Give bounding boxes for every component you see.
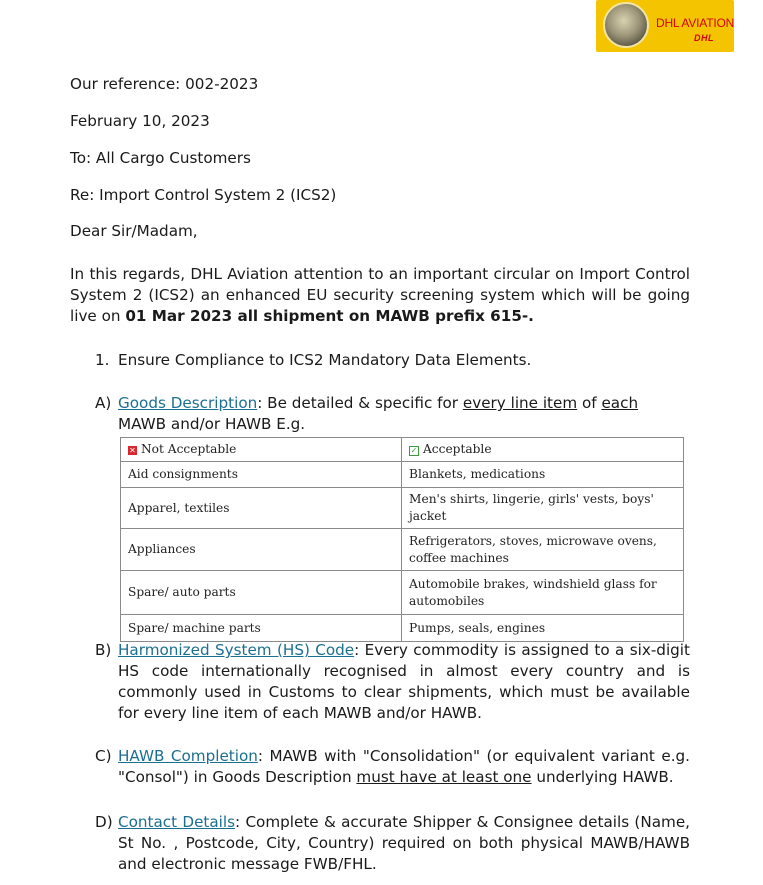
item-text: : Complete & accurate Shipper & Consignee details (Name, St No. , Postcode, City, Country) required on both physical MAWB/HAWB and electronic message FWB/FHL. — [118, 813, 690, 873]
item-a-goods-description — [95, 393, 690, 435]
date-line: February 10, 2023 — [70, 112, 210, 130]
contact-details-link[interactable]: Contact Details — [118, 813, 236, 831]
item-label: A) — [95, 394, 112, 412]
item-number: 1. — [95, 351, 110, 369]
goods-description-link[interactable]: Goods Description — [118, 394, 258, 412]
underlined-text: every line item — [462, 394, 578, 412]
reference-line: Our reference: 002-2023 — [70, 75, 259, 93]
logo-subtext: DHL — [694, 33, 714, 43]
item-text: MAWB and/or HAWB E.g. — [118, 415, 306, 433]
underlined-text: must have at least one — [356, 768, 532, 786]
table-row — [121, 488, 684, 529]
dhl-aviation-logo — [596, 0, 734, 52]
item-text: of — [577, 394, 602, 412]
goods-description-table — [120, 437, 684, 642]
item-label: C) — [95, 747, 112, 765]
header-not-acceptable — [121, 438, 402, 462]
item-d-contact-details — [95, 812, 690, 875]
item-text: : Be detailed & specific for — [257, 394, 463, 412]
table-header-row — [121, 438, 684, 462]
subject-line: Re: Import Control System 2 (ICS2) — [70, 186, 337, 204]
cell-acceptable: Automobile brakes, windshield glass for automobiles — [402, 571, 684, 615]
numbered-item-1 — [95, 350, 690, 371]
cell-not-acceptable: Spare/ auto parts — [121, 571, 402, 615]
intro-bold-text: 01 Mar 2023 all shipment on MAWB prefix 615-. — [125, 307, 534, 325]
recipient-line: To: All Cargo Customers — [70, 149, 251, 167]
table-row — [121, 462, 684, 488]
cell-not-acceptable: Appliances — [121, 529, 402, 571]
hs-code-link[interactable]: Harmonized System (HS) Code — [118, 641, 355, 659]
item-b-hs-code — [95, 640, 690, 724]
cell-not-acceptable: Aid consignments — [121, 462, 402, 488]
cell-not-acceptable: Spare/ machine parts — [121, 615, 402, 642]
cell-acceptable: Refrigerators, stoves, microwave ovens, coffee machines — [402, 529, 684, 571]
logo-text: DHL AVIATION — [656, 16, 735, 30]
globe-icon — [603, 2, 649, 48]
item-text: Ensure Compliance to ICS2 Mandatory Data Elements. — [118, 351, 532, 369]
table-row — [121, 529, 684, 571]
item-label: B) — [95, 641, 112, 659]
intro-text: In this regards, DHL Aviation attention to an important circular on Import Control System 2 (ICS2) an enhanced EU security screening system which will be going live on — [70, 265, 690, 325]
greeting: Dear Sir/Madam, — [70, 222, 198, 240]
check-box-icon: ✓ — [410, 446, 418, 455]
cell-acceptable: Pumps, seals, engines — [402, 615, 684, 642]
intro-paragraph — [70, 264, 690, 327]
cell-acceptable: Men's shirts, lingerie, girls' vests, boys' jacket — [402, 488, 684, 529]
item-text: : Every commodity is assigned to a six-digit HS code internationally recognised in almost every country and is commonly used in Customs to clear shipments, which must be available for every line item of each MAWB and/or HAWB. — [118, 641, 690, 722]
item-text: underlying HAWB. — [531, 768, 674, 786]
underlined-text: each — [601, 394, 639, 412]
hawb-completion-link[interactable]: HAWB Completion — [118, 747, 258, 765]
table-row — [121, 571, 684, 615]
item-text: : MAWB with "Consolidation" (or equivalent variant e.g. "Consol") in Goods Description — [118, 747, 691, 786]
header-label: Not Acceptable — [141, 442, 237, 456]
item-label: D) — [95, 813, 113, 831]
cross-box-icon: ✕ — [129, 446, 136, 455]
header-label: Acceptable — [423, 442, 492, 456]
header-acceptable — [402, 438, 684, 462]
item-c-hawb-completion — [95, 746, 690, 788]
table-row — [121, 615, 684, 642]
cell-not-acceptable: Apparel, textiles — [121, 488, 402, 529]
cell-acceptable: Blankets, medications — [402, 462, 684, 488]
